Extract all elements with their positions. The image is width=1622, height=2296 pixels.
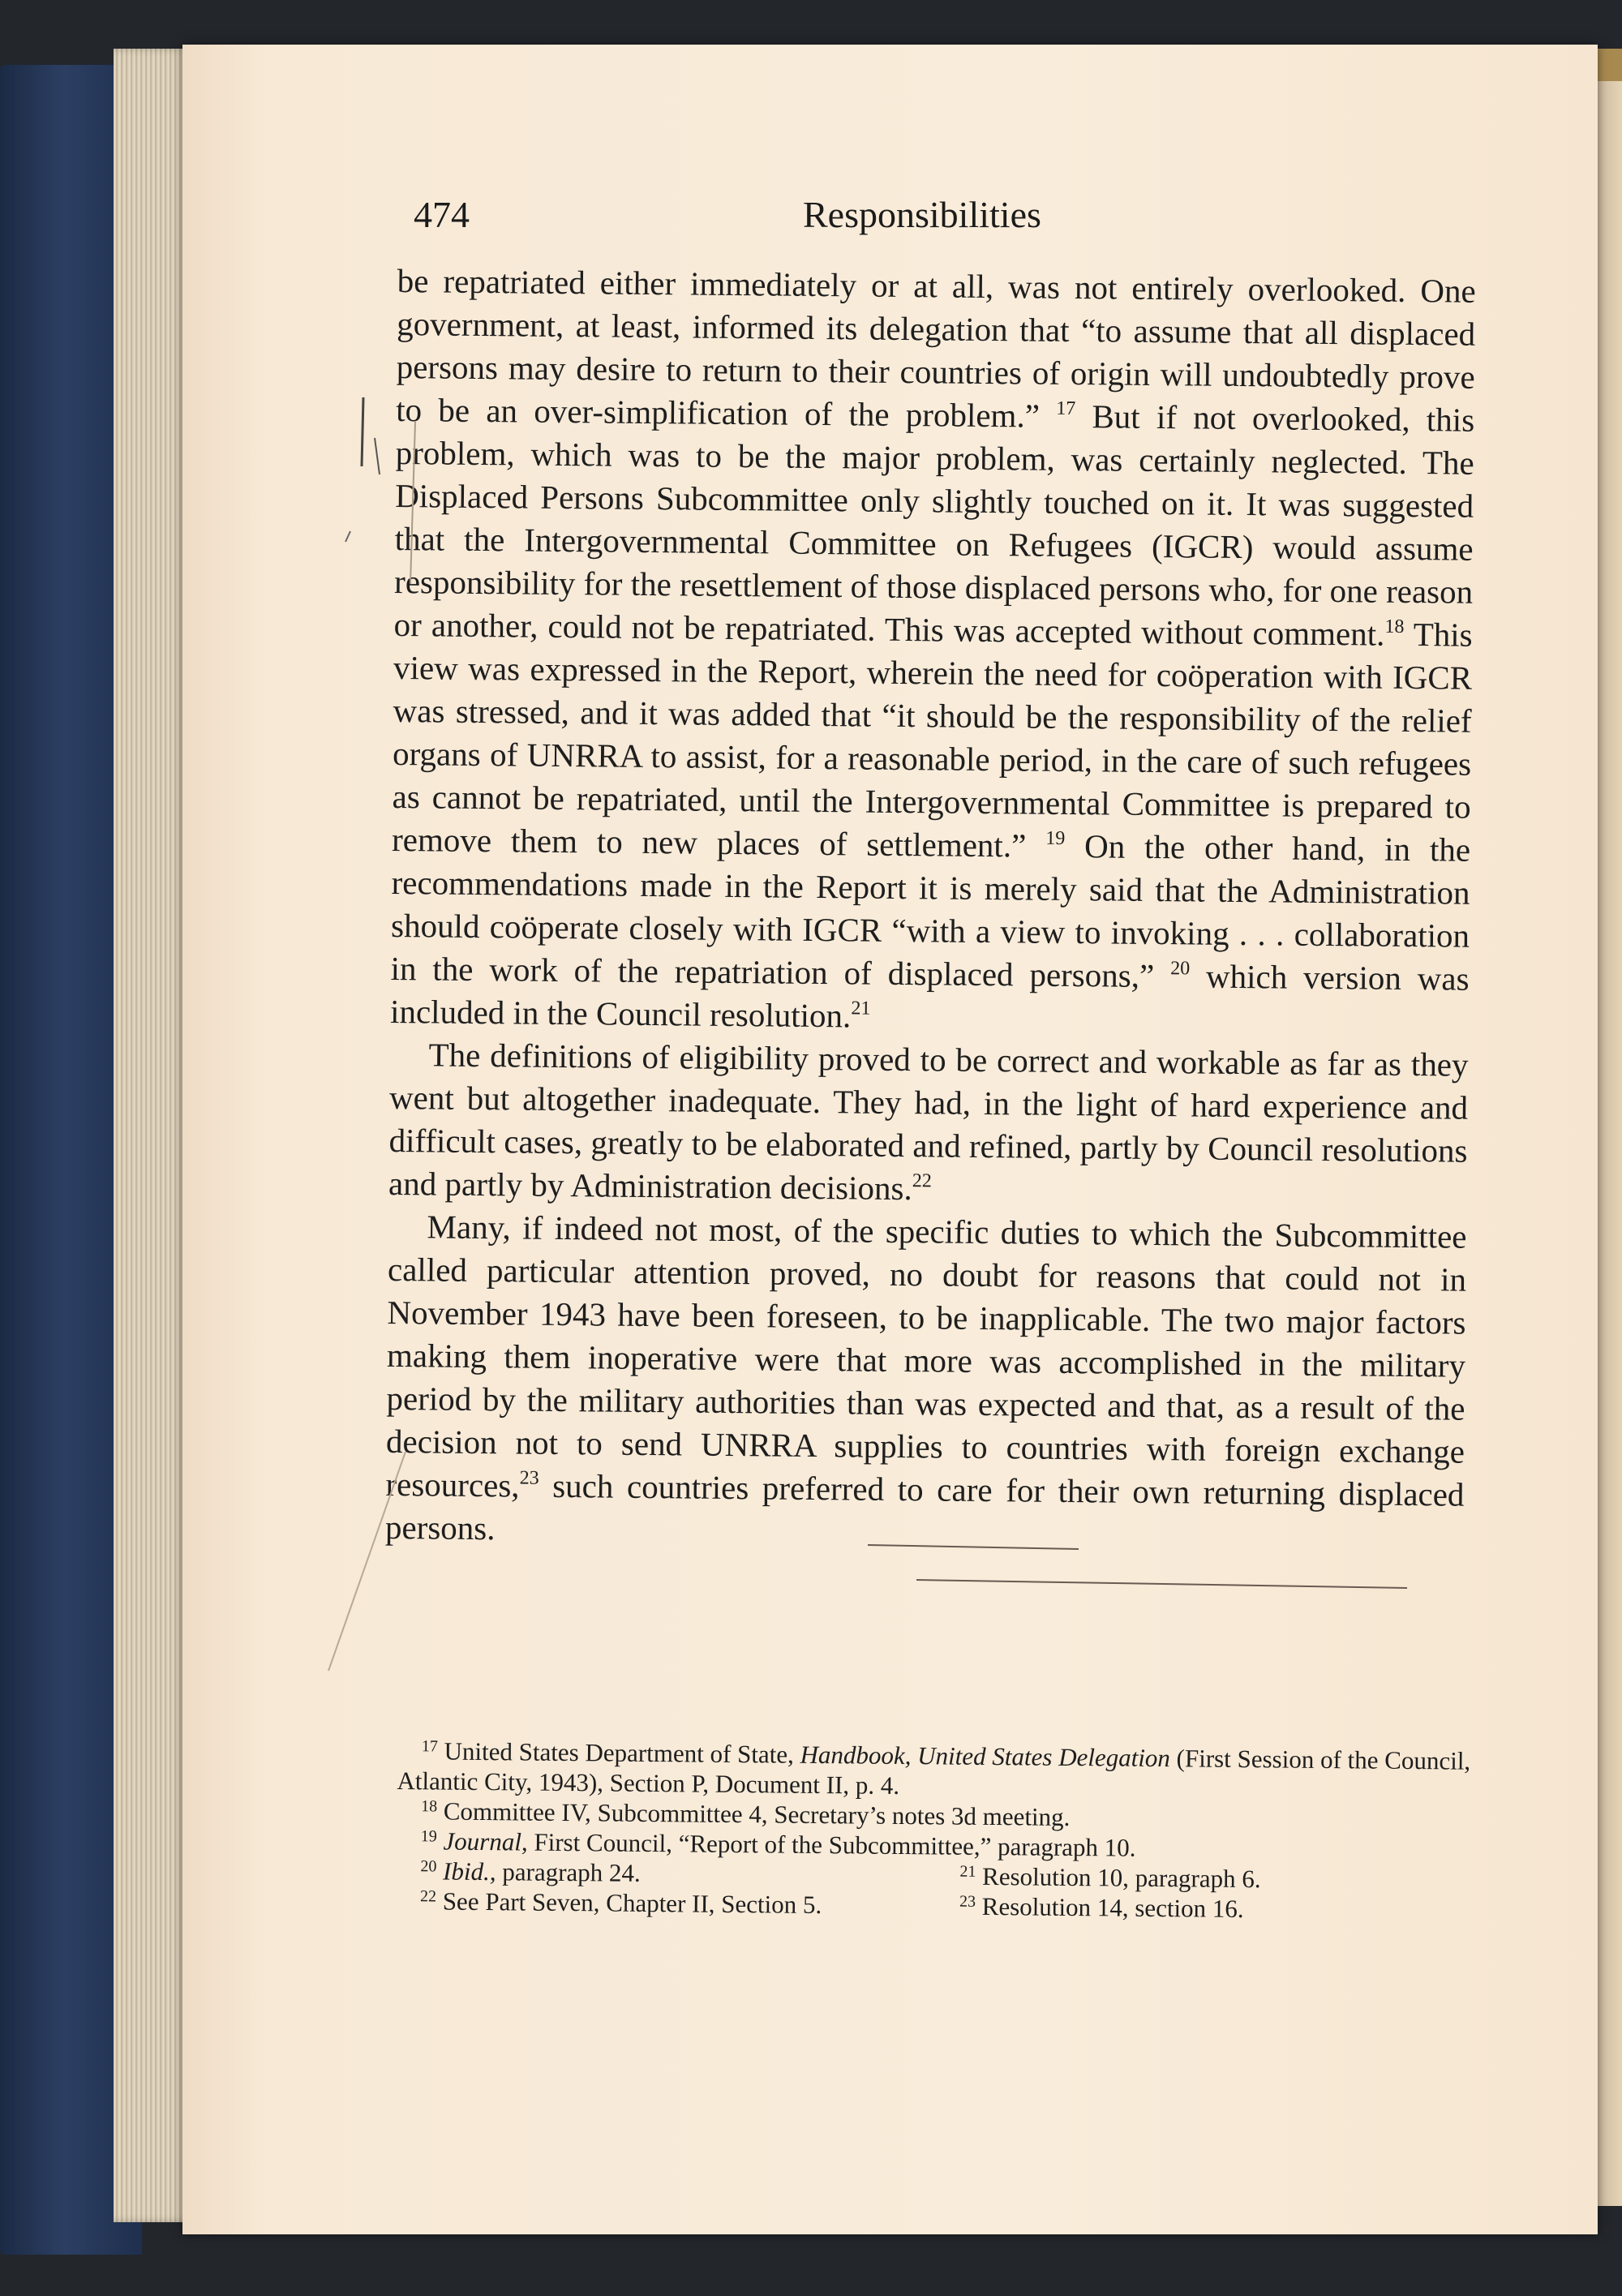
footnote-22 — [396, 1886, 935, 1920]
text-run: On the other hand, in the recommendations made in the Report it is merely said that the Administration should coöperate closely with IGCR “with a view to invoking . . . collaboration in the work of the repatriation of displaced persons,” — [390, 826, 1471, 995]
footnote-number: 23 — [959, 1892, 976, 1911]
footnote-ref-22: 22 — [912, 1170, 932, 1192]
text-run: The definitions of eligibility proved to be correct and workable as far as they went but altogether inadequate. They had, in the light of hard experience and difficult cases, greatly to be elaborated and refined, partly by Council resolutions and partly by Administration decisions. — [388, 1036, 1469, 1208]
footnote-number: 22 — [419, 1887, 437, 1906]
page-number: 474 — [414, 194, 470, 235]
body-text — [385, 260, 1476, 1560]
next-page-edge — [1594, 57, 1622, 2206]
text-run: Many, if indeed not most, of the specific duties to which the Subcommittee called particular attention proved, no doubt for reasons that could not in November 1943 have been foreseen, to be inapplicable. The two major factors making them inoperative were that more was accomplished in the military period by the military authorities than was expected and that, as a result of the decision not to send UNRRA supplies to countries with foreign exchange resources, — [385, 1208, 1467, 1504]
footnote-text: Resolution 14, section 16. — [981, 1891, 1244, 1924]
footnote-17 — [397, 1736, 1476, 1806]
footnote-text: Committee IV, Subcommittee 4, Secretary’s notes 3d meeting. — [443, 1796, 1071, 1831]
footnote-20 — [396, 1856, 935, 1890]
footnote-title: Journal, — [443, 1826, 528, 1856]
text-run: This view was expressed in the Report, wherein the need for coöperation with IGCR was stressed, and it was added that “it should be the responsibility of the relief organs of UNRRA to assist, for a reasonable period, in the care of such refugees as cannot be repatriated, until the Intergovernmental Committee is prepared to remove them to new places of settlement.” — [391, 615, 1473, 865]
footnote-title: Handbook, United States Delegation — [800, 1740, 1171, 1773]
footnote-number: 19 — [420, 1827, 437, 1846]
footnote-ref-17: 17 — [1056, 397, 1076, 420]
paragraph-3 — [385, 1205, 1467, 1560]
footnote-text: paragraph 24. — [496, 1857, 641, 1887]
page-header — [414, 193, 1460, 266]
footnote-ref-23: 23 — [519, 1467, 539, 1489]
footnote-ref-21: 21 — [851, 998, 871, 1019]
footnote-text: First Council, “Report of the Subcommittee,” paragraph 10. — [527, 1827, 1136, 1862]
running-title: Responsibilities — [803, 194, 1041, 235]
footnote-text: (First Session of the Council, Atlantic City, 1943), Section P, Document II, p. 4. — [397, 1744, 1471, 1800]
footnote-text: United States Department of State, — [444, 1736, 800, 1769]
footnote-text: See Part Seven, Chapter II, Section 5. — [442, 1886, 822, 1920]
paragraph-2 — [388, 1033, 1469, 1216]
text-run: which version was included in the Council resolution. — [389, 957, 1470, 1035]
text-run: such countries preferred to care for their own returning displaced persons. — [384, 1466, 1465, 1547]
footnote-23 — [935, 1890, 1474, 1925]
footnote-text: Resolution 10, paragraph 6. — [981, 1861, 1261, 1894]
footnote-number: 21 — [959, 1862, 976, 1881]
footnotes — [396, 1736, 1476, 1926]
text-run: But if not overlooked, this problem, which was to be the major problem, was certainly neglected. The Displaced Persons Subcommittee only slightly touched on it. It was suggested that the Intergovernmental Committee on Refugees (IGCR) would assume responsibility for the resettlement of those displaced persons who, for one reason or another, could not be repatriated. This was accepted without comment. — [393, 397, 1475, 653]
paragraph-1 — [390, 260, 1476, 1044]
footnote-number: 20 — [420, 1857, 437, 1876]
text-run: be repatriated either immediately or at all, was not entirely overlooked. One government, at least, informed its delegation that “to assume that all displaced persons may desire to return to their countries of origin will undoubtedly prove to be an over-simplification of the problem.” — [396, 261, 1476, 435]
footnote-ref-20: 20 — [1170, 958, 1191, 980]
footnote-number: 18 — [421, 1797, 438, 1816]
footnote-ref-18: 18 — [1384, 616, 1405, 637]
footnote-21 — [935, 1860, 1474, 1895]
footnote-title: Ibid., — [442, 1856, 496, 1886]
footnote-ref-19: 19 — [1045, 827, 1066, 849]
footnote-number: 17 — [421, 1737, 438, 1756]
